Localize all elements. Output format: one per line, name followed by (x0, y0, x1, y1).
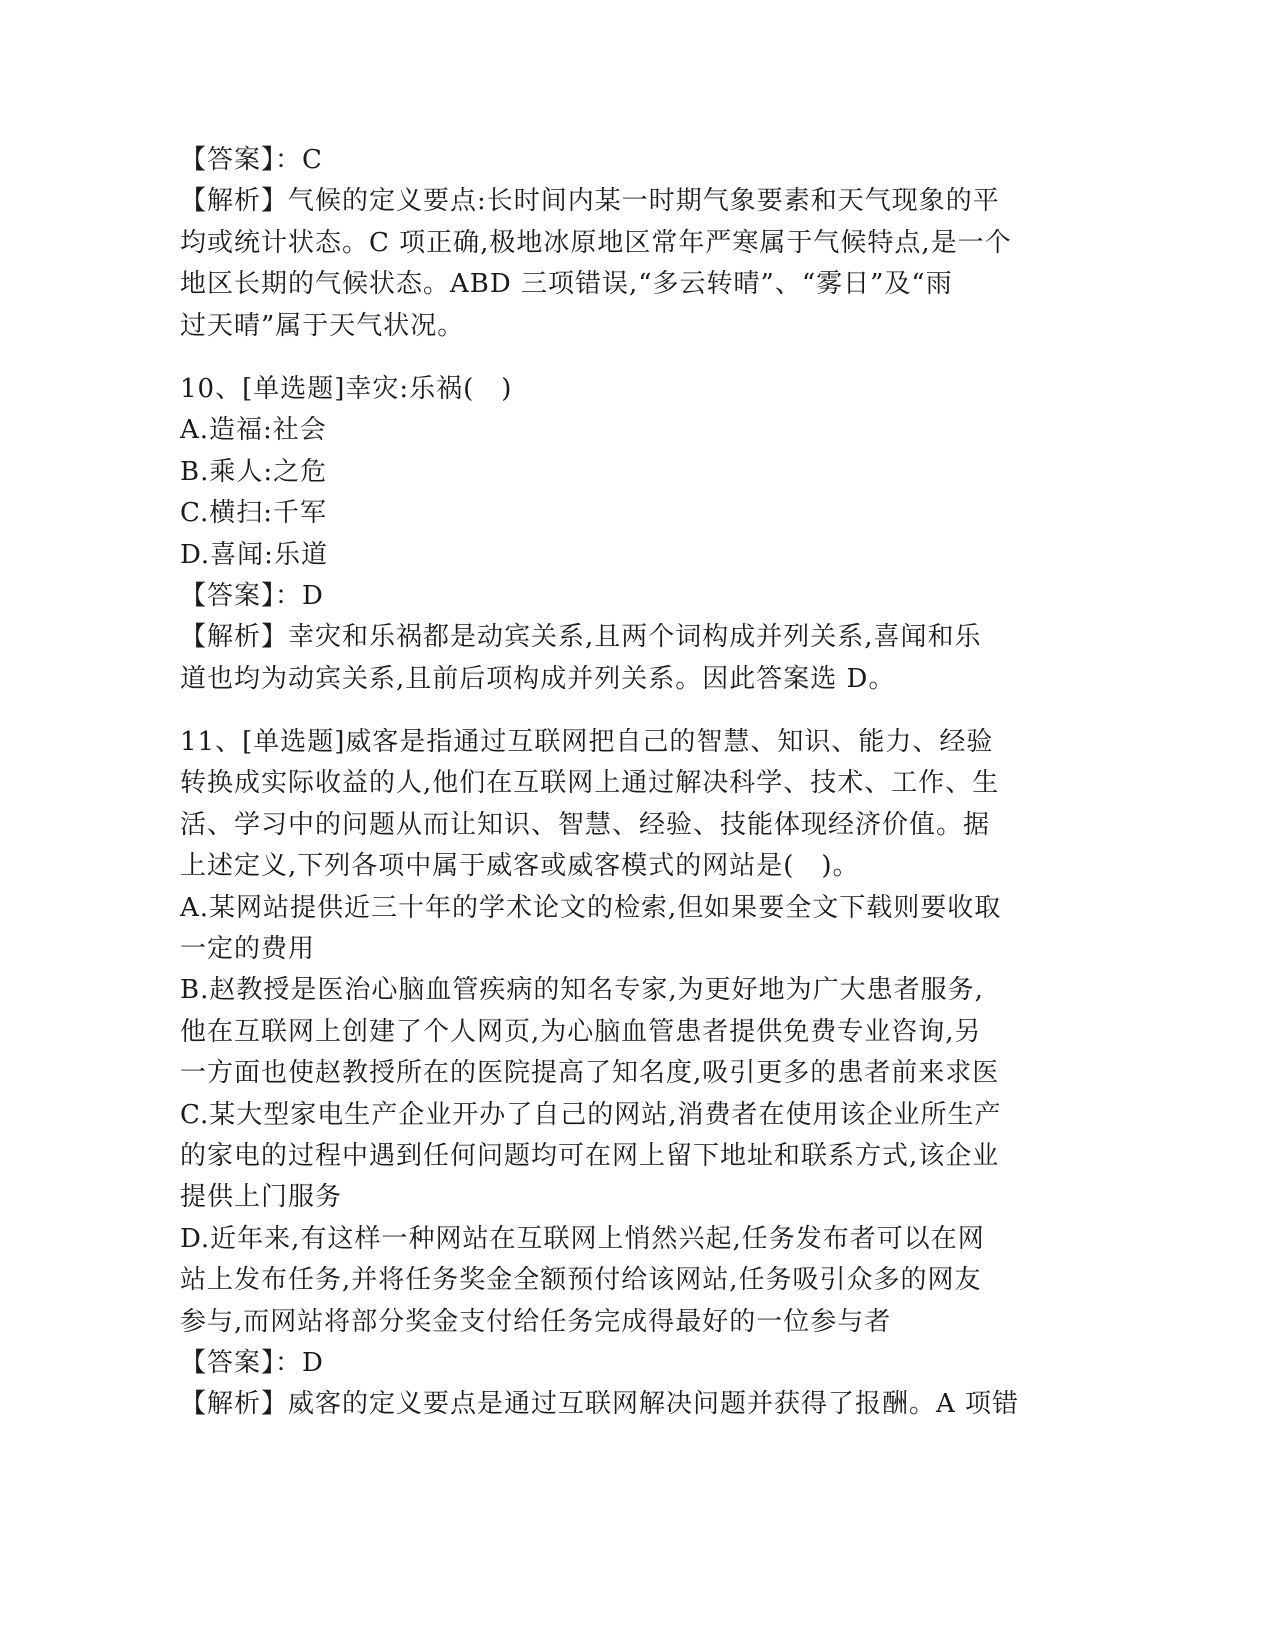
option-b: B.赵教授是医治心脑血管疾病的知名专家,为更好地为广大患者服务, (180, 975, 984, 1006)
option-b: 一方面也使赵教授所在的医院提高了知名度,吸引更多的患者前来求医 (180, 1058, 1000, 1089)
answer-line: 【答案】：D (180, 580, 324, 611)
option-b: B.乘人:之危 (180, 456, 328, 487)
analysis-line: 【解析】气候的定义要点:长时间内某一时期气象要素和天气现象的平 (180, 186, 1000, 217)
option-c: C.横扫:千军 (180, 498, 327, 529)
option-a: A.某网站提供近三十年的学术论文的检索,但如果要全文下载则要收取 (180, 892, 1002, 923)
analysis-line: 【解析】幸灾和乐祸都是动宾关系,且两个词构成并列关系,喜闻和乐 (180, 622, 982, 653)
option-c: 的家电的过程中遇到任何问题均可在网上留下地址和联系方式,该企业 (180, 1140, 1000, 1171)
question-block-11 (180, 722, 1080, 1426)
option-d: D.近年来,有这样一种网站在互联网上悄然兴起,任务发布者可以在网 (180, 1223, 985, 1254)
answer-block-q9 (180, 140, 1080, 347)
option-a: A.造福:社会 (180, 415, 327, 446)
question-stem: 11、[单选题]威客是指通过互联网把自己的智慧、知识、能力、经验 (180, 727, 994, 758)
answer-line: 【答案】：C (180, 145, 323, 175)
block-gap (180, 347, 1080, 369)
option-c: C.某大型家电生产企业开办了自己的网站,消费者在使用该企业所生产 (180, 1099, 1002, 1130)
analysis-line: 过天晴”属于天气状况。 (180, 310, 465, 341)
option-d: D.喜闻:乐道 (180, 539, 328, 570)
question-stem: 活、学习中的问题从而让知识、智慧、经验、技能体现经济价值。据 (180, 809, 991, 840)
analysis-line: 【解析】威客的定义要点是通过互联网解决问题并获得了报酬。A 项错 (180, 1389, 1020, 1420)
question-block-10 (180, 369, 1080, 700)
option-d: 参与,而网站将部分奖金支付给任务完成得最好的一位参与者 (180, 1306, 892, 1337)
option-b: 他在互联网上创建了个人网页,为心脑血管患者提供免费专业咨询,另 (180, 1016, 982, 1047)
answer-line: 【答案】：D (180, 1347, 324, 1378)
question-stem: 上述定义,下列各项中属于威客或威客模式的网站是( )。 (180, 851, 860, 882)
option-a: 一定的费用 (180, 934, 316, 965)
document-page (180, 140, 1080, 1426)
question-stem: 10、[单选题]幸灾:乐祸( ) (180, 373, 513, 404)
analysis-line: 均或统计状态。C 项正确,极地冰原地区常年严寒属于气候特点,是一个 (180, 227, 1012, 258)
question-stem: 转换成实际收益的人,他们在互联网上通过解决科学、技术、工作、生 (180, 768, 1000, 799)
block-gap (180, 700, 1080, 722)
option-c: 提供上门服务 (180, 1182, 343, 1213)
option-d: 站上发布任务,并将任务奖金全额预付给该网站,任务吸引众多的网友 (180, 1265, 982, 1296)
analysis-line: 地区长期的气候状态。ABD 三项错误,“多云转晴”、“雾日”及“雨 (180, 269, 953, 300)
analysis-line: 道也均为动宾关系,且前后项构成并列关系。因此答案选 D。 (180, 663, 896, 694)
